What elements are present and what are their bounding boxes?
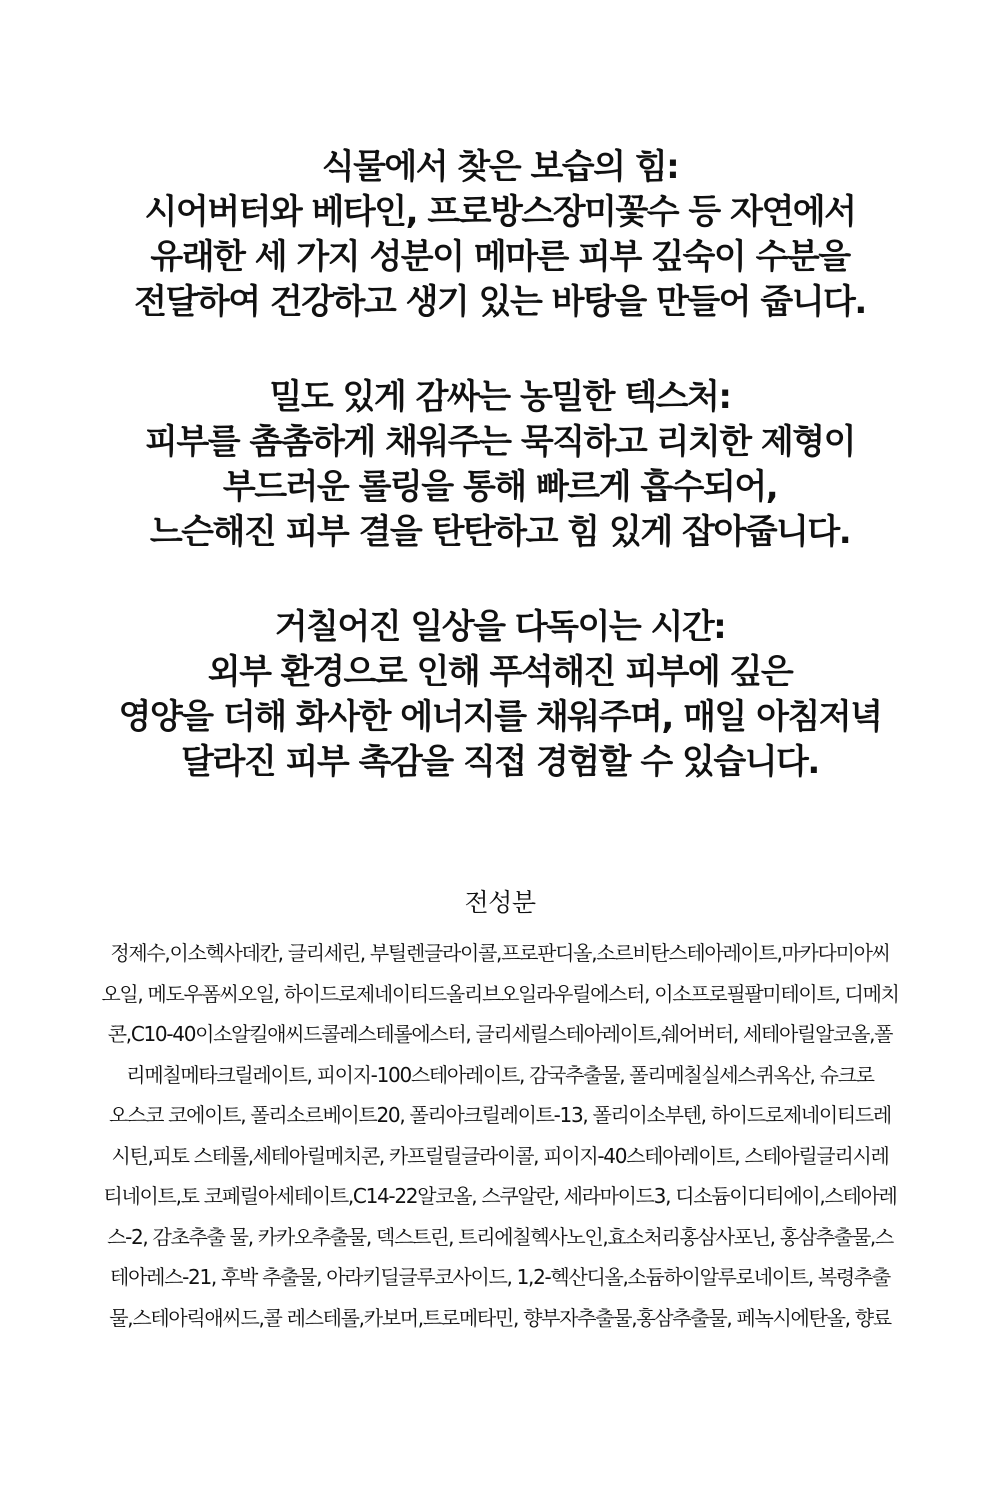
ingredients-line: 정제수,이소헥사데칸, 글리세린, 부틸렌글라이콜,프로판디올,소르비탄스테아레이트,마카다미아씨 <box>110 941 890 965</box>
ingredients-line: 테아레스-21, 후박 추출물, 아라키딜글루코사이드, 1,2-헥산디올,소듐하이알루로네이트, 복령추출 <box>110 1265 890 1289</box>
feature-text-line: 느슨해진 피부 결을 탄탄하고 힘 있게 잡아줍니다. <box>149 512 851 552</box>
feature-text-line: 외부 환경으로 인해 푸석해진 피부에 깊은 <box>207 652 793 692</box>
feature-title: 거칠어진 일상을 다독이는 시간: <box>274 607 726 647</box>
ingredients-line: 물,스테아릭애씨드,콜 레스테롤,카보머,트로메타민, 향부자추출물,홍삼추출물, 페녹시에탄올, 향료 <box>109 1305 891 1330</box>
ingredients-line: 콘,C10-40이소알킬애씨드콜레스테롤에스터, 글리세릴스테아레이트,쉐어버터, 세테아릴알코올,폴 <box>107 1022 893 1046</box>
feature-block-routine <box>0 605 1000 785</box>
feature-text-line: 시어버터와 베타인, 프로방스장미꽃수 등 자연에서 <box>144 192 856 232</box>
ingredients-line: 시틴,피토 스테롤,세테아릴메치콘, 카프릴릴글라이콜, 피이지-40스테아레이트, 스테아릴글리시레 <box>111 1143 889 1168</box>
feature-text-line: 전달하여 건강하고 생기 있는 바탕을 만들어 줍니다. <box>134 282 866 322</box>
feature-text-line: 피부를 촘촘하게 채워주는 묵직하고 리치한 제형이 <box>145 422 855 462</box>
feature-descriptions <box>0 145 1000 835</box>
feature-text-line: 유래한 세 가지 성분이 메마른 피부 깊숙이 수분을 <box>150 237 850 277</box>
feature-text-line: 달라진 피부 촉감을 직접 경험할 수 있습니다. <box>181 742 819 782</box>
ingredients-line: 오일, 메도우폼씨오일, 하이드로제네이티드올리브오일라우릴에스터, 이소프로필팔미테이트, 디메치 <box>101 981 899 1006</box>
ingredients-line: 티네이트,토 코페릴아세테이트,C14-22알코올, 스쿠알란, 세라마이드3, 디소듐이디티에이,스테아레 <box>103 1184 897 1208</box>
ingredients-title: 전성분 <box>464 888 536 917</box>
ingredients-line: 스-2, 감초추출 물, 카카오추출물, 덱스트린, 트리에칠헥사노인,효소처리홍삼사포닌, 홍삼추출물,스 <box>107 1224 893 1249</box>
ingredients-section <box>0 883 1000 1338</box>
ingredients-line: 리메칠메타크릴레이트, 피이지-100스테아레이트, 감국추출물, 폴리메칠실세스퀴옥산, 슈크로 <box>126 1062 874 1087</box>
feature-title: 밀도 있게 감싸는 농밀한 텍스처: <box>269 377 731 417</box>
feature-title: 식물에서 찾은 보습의 힘: <box>321 147 679 187</box>
feature-text-line: 부드러운 롤링을 통해 빠르게 흡수되어, <box>222 467 778 507</box>
ingredients-line: 오스코 코에이트, 폴리소르베이트20, 폴리아크릴레이트-13, 폴리이소부텐, 하이드로제네이티드레 <box>109 1103 891 1127</box>
feature-block-texture <box>0 375 1000 555</box>
feature-block-moisture <box>0 145 1000 325</box>
feature-text-line: 영양을 더해 화사한 에너지를 채워주며, 매일 아침저녁 <box>118 697 882 737</box>
